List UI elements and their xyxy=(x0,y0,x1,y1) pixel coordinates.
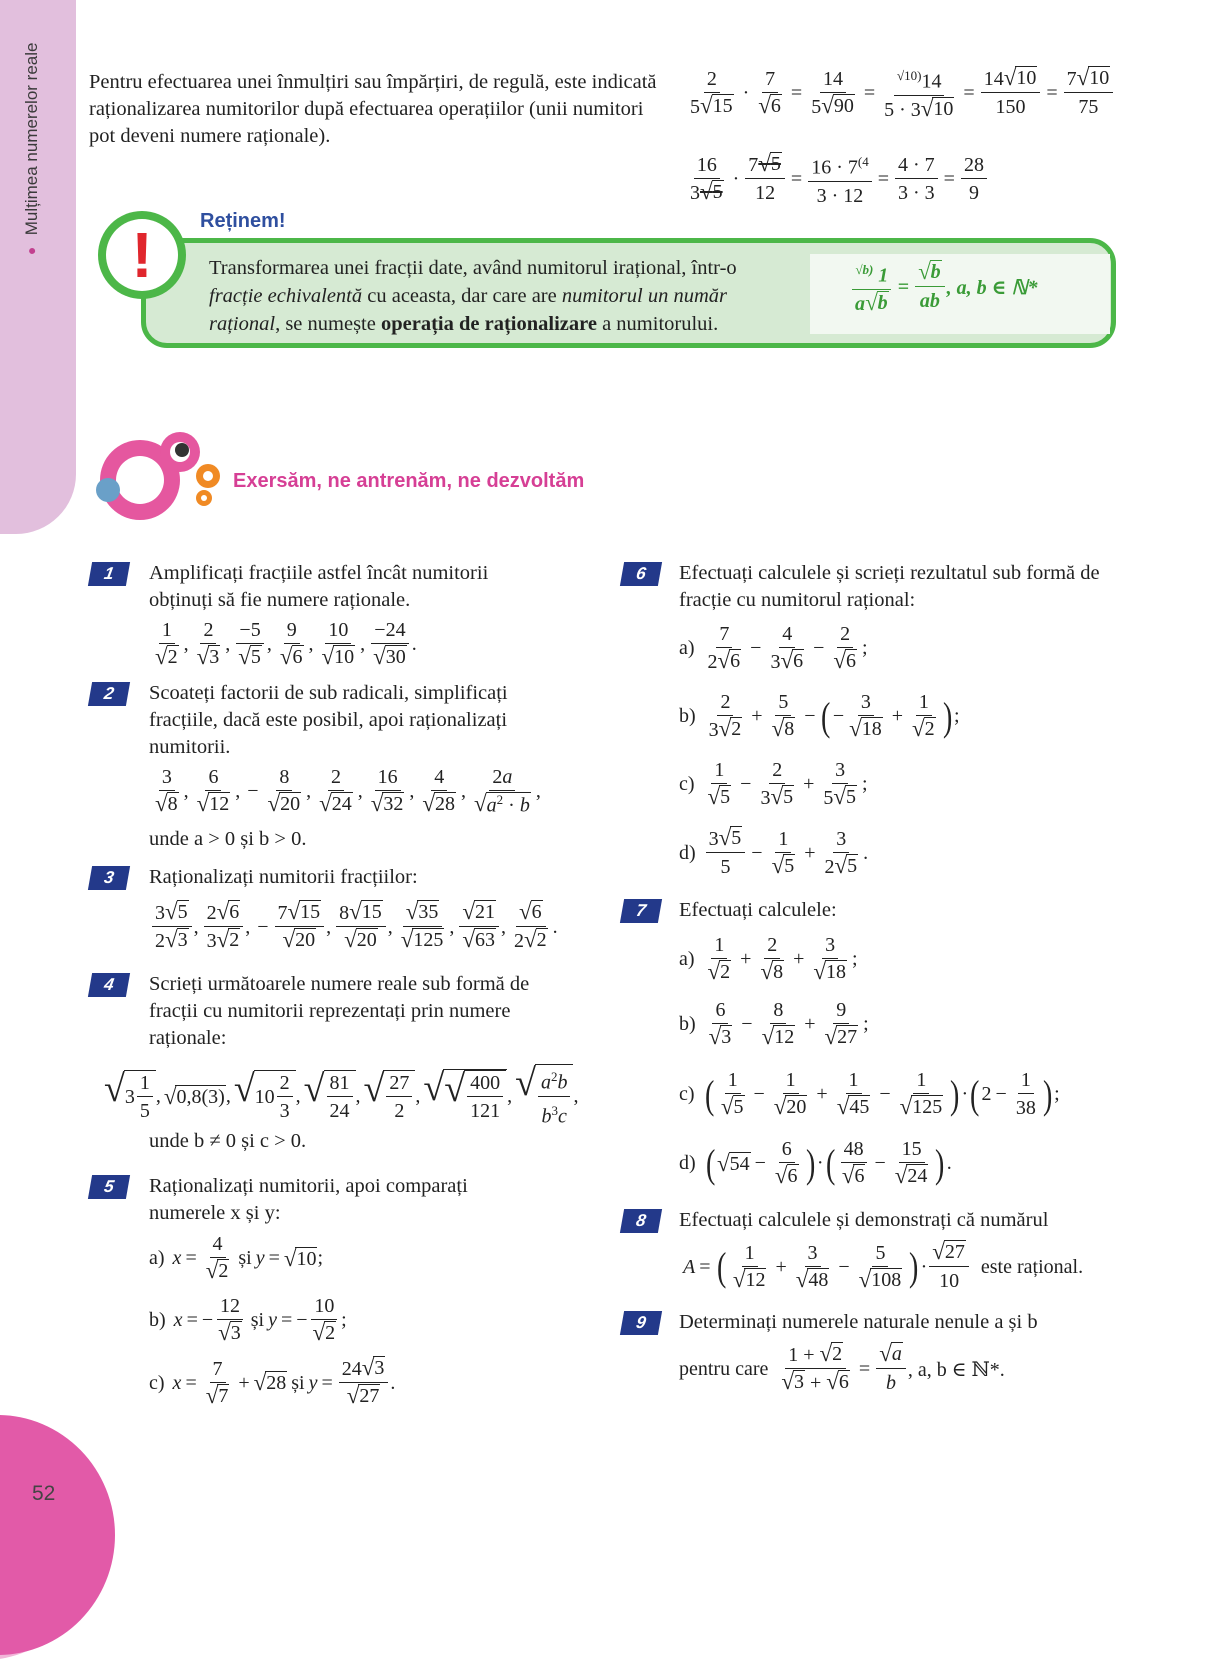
exercise-number-badge: 7 xyxy=(620,899,662,923)
exercise-number-badge: 1 xyxy=(88,562,130,586)
exercise-6b: b) 2 3 √ 2 + 5 √ 8 − ( − 3 √ 18 + 1 √ 2 ) ; xyxy=(679,691,960,741)
exercise-2-condition: unde a > 0 și b > 0. xyxy=(149,828,307,850)
exercise-9-text: Determinați numerele naturale nenule a și b xyxy=(679,1311,1038,1333)
exercise-7-text: Efectuați calculele: xyxy=(679,899,837,921)
exercise-3-text: Raționalizați numitorii fracțiilor: xyxy=(149,866,418,888)
exercise-number-badge: 5 xyxy=(88,1175,130,1199)
exercise-1-math: 1 √ 2 , 2 √ 3 , −5 √ 5 , 9 √ 6 , 10 √ 10 , −24 √ 30 . xyxy=(155,619,417,669)
exercise-4-math: √ 3 1 5 , √ 0,8(3) , √ 10 2 3 , √ $\frac{81}{24}$ , √ $\frac{27}{2}$ , √ √ $\frac{400}{121}$ , √ $\frac{a^2b}{b^3c}$ , xyxy=(104,1062,579,1128)
section-title: Exersăm, ne antrenăm, ne dezvoltăm xyxy=(233,470,585,492)
exercise-3-math: 3 √ 5 2 √ 3 , 2 √ 6 3 √ 2 , − 7 √ 15 √ 20 , 8 √ 15 √ 20 , √ 35 √ 125 , √ 21 √ 63 , √ 6 2 √ 2 . xyxy=(150,900,558,954)
exercise-5c: c) x = 7 √ 7 + √ 28 și y = 24 √ 3 √ 27 . xyxy=(149,1355,396,1408)
exercise-number-badge: 6 xyxy=(620,562,662,586)
corner-decoration xyxy=(0,1415,115,1655)
intro-paragraph: Pentru efectuarea unei înmulțiri sau împărțiri, de regulă, este indicată raționalizarea numitorilor după efectuarea operațiilor (unii numitori pot deveni numere raționale). xyxy=(89,71,657,147)
exercise-4-text: Scrieți următoarele numere reale sub formă de fracții cu numitorii reprezentați prin numere raționale: xyxy=(149,973,530,1049)
exercise-number-badge: 9 xyxy=(620,1311,662,1335)
reminder-text: Transformarea unei fracții date, având numitorul irațional, într-o fracție echivalentă cu aceasta, dar care are numitorul un număr rațional, se numește operația de raționalizare a numitorului. xyxy=(209,257,737,335)
worked-example-1: 2 5 √ 15 · 7 √ 6 = 14 5 √ 90 = $^{√10)}$14 5 · 3 √ 10 = 14 √ 10 150 = 7 √ 10 75 xyxy=(685,64,1115,123)
exercise-7d: d) ( √ 54 − 6 √ 6 ) · ( 48 √ 6 − 15 √ 24 ) . xyxy=(679,1138,952,1188)
exercise-1-text: Amplificați fracțiile astfel încât numitorii obținuți să fie numere raționale. xyxy=(149,562,489,611)
exercise-number-badge: 8 xyxy=(620,1209,662,1233)
exercise-6c: c) 1 √ 5 − 2 3 √ 5 + 3 5 √ 5 ; xyxy=(679,759,868,809)
exercise-5-text: Raționalizați numitorii, apoi comparați numerele x și y: xyxy=(149,1175,468,1224)
exercise-6a: a) 7 2 √ 6 − 4 3 √ 6 − 2 √ 6 ; xyxy=(679,623,868,673)
exercise-number-badge: 3 xyxy=(88,866,130,890)
exercise-7b: b) 6 √ 3 − 8 √ 12 + 9 √ 27 ; xyxy=(679,999,869,1049)
exercise-7c: c) ( 1 √ 5 − 1 √ 20 + 1 √ 45 − 1 √ 125 ) · ( 2 − $\frac{1}{38}$ ) ; xyxy=(679,1069,1060,1119)
bullet-icon: ● xyxy=(24,244,40,260)
exercise-5b: b) x = − 12 √ 3 și y = − 10 √ 2 ; xyxy=(149,1295,347,1345)
reminder-title: Reținem! xyxy=(200,210,286,232)
exercise-5a: a) x = 4 √ 2 și y = √ 10 ; xyxy=(149,1233,324,1283)
exercise-2-text: Scoateți factorii de sub radicali, simplificați fracțiile, dacă este posibil, apoi raționalizați numitorii. xyxy=(149,682,508,758)
exercise-number-badge: 4 xyxy=(88,973,130,997)
gears-icon xyxy=(90,428,225,528)
exercise-6-text: Efectuați calculele și scrieți rezultatul sub formă de fracție cu numitorul rațional: xyxy=(679,562,1100,611)
exercise-8-math: A = ( 1 √ 12 + 3 √ 48 − 5 √ 108 ) · √ 27 10 este rațional. xyxy=(683,1239,1084,1292)
exclamation-icon: ! xyxy=(98,211,186,299)
exercise-7a: a) 1 √ 2 + 2 √ 8 + 3 √ 18 ; xyxy=(679,934,858,984)
exercise-6d: d) 3 √ 5 5 − 1 √ 5 + 3 2 √ 5 . xyxy=(679,825,869,878)
page-number: 52 xyxy=(32,1482,56,1505)
chapter-title: ● Mulțimea numerelor reale xyxy=(22,42,41,260)
exercise-8-text: Efectuați calculele și demonstrați că numărul xyxy=(679,1209,1049,1231)
rationalization-formula: $^{√b)}$ 1 a √ b = √ b ab , a, b ∈ ℕ* xyxy=(850,258,1037,317)
worked-example-2: 16 3 √ 5 · 7 √ 5 12 = $\frac{16 \cdot 7^{(4}}{3 \cdot 12}$ = $\frac{4 \cdot 7}{3 \cdot 3}$ = $\frac{28}{9}$ xyxy=(685,150,989,209)
exercise-4-condition: unde b ≠ 0 și c > 0. xyxy=(149,1130,307,1152)
exercise-number-badge: 2 xyxy=(88,682,130,706)
exercise-9-math: pentru care 1 + √ 2 √ 3 + √ 6 = √ a b , a, b ∈ ℕ*. xyxy=(679,1341,1005,1394)
exercise-2-math: 3 √ 8 , 6 √ 12 , − 8 √ 20 , 2 √ 24 , 16 √ 32 , 4 √ 28 , 2a √ $a^2 \cdot b$ , xyxy=(155,766,541,817)
